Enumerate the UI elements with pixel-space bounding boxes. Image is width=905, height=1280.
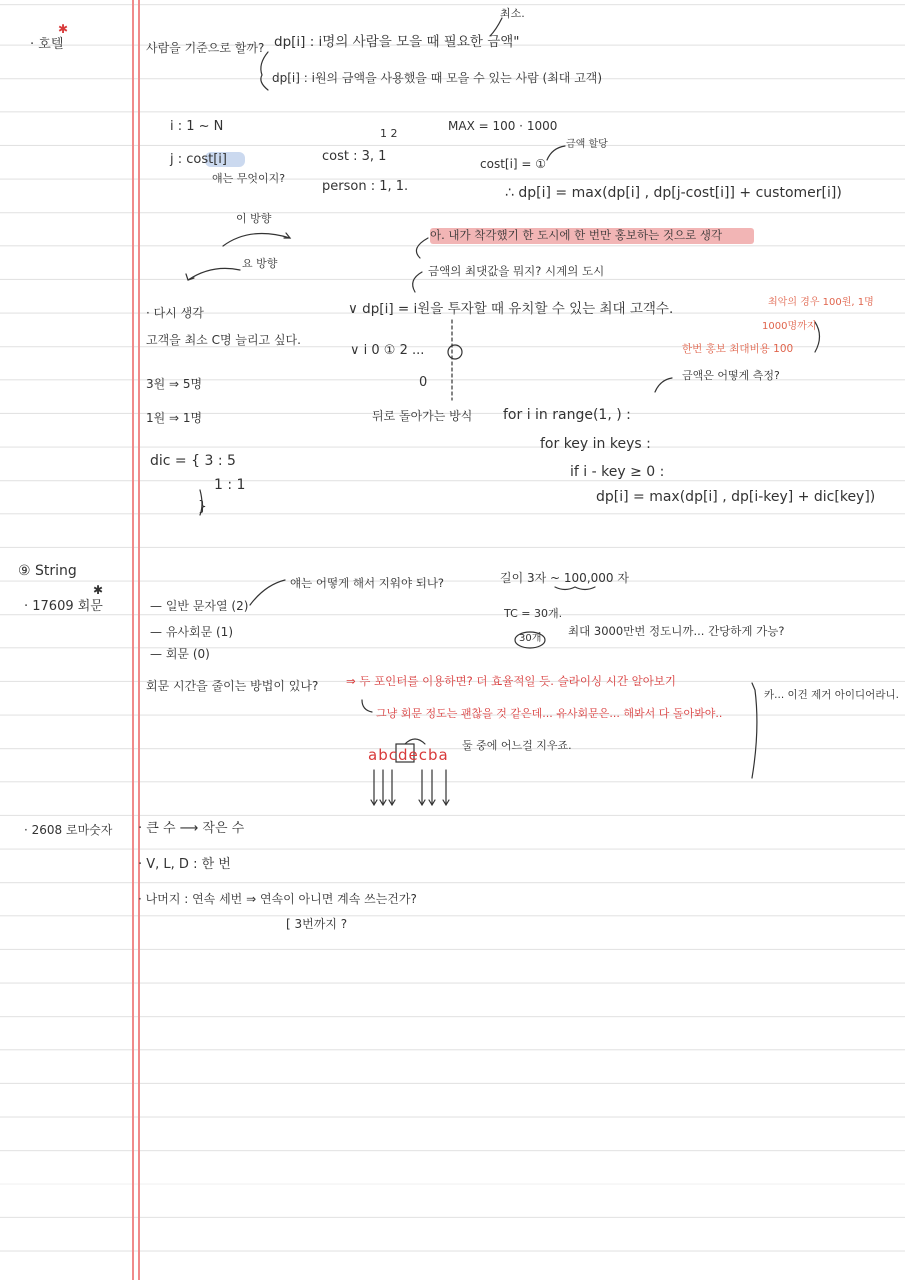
i-range: i : 1 ~ N — [170, 119, 224, 134]
type-palindrome: — 회문 (0) — [150, 647, 210, 661]
worst-tag: 30개 — [519, 633, 542, 644]
reduce-question: 회문 시간을 줄이는 방법이 있나? — [146, 679, 319, 693]
roman-rule-3: · 나머지 : 연속 세번 ⇒ 연속이 아니면 계속 쓰는건가? — [138, 892, 417, 906]
dir-this: 이 방향 — [236, 212, 272, 225]
note-max-cost: 한번 홍보 최대비용 100 — [682, 343, 794, 355]
dp-row-i: ∨ i 0 ① 2 ... — [350, 343, 425, 358]
code-line-3: if i - key ≥ 0 : — [570, 464, 665, 480]
cost-i: cost[i] = ① — [480, 157, 547, 171]
rethink-label: · 다시 생각 — [146, 306, 204, 320]
dp-definition-1: dp[i] : i명의 사람을 모을 때 필요한 금액" — [274, 34, 520, 50]
cost-index: 1 2 — [380, 127, 398, 140]
back-method: 뒤로 돌아가는 방식 — [372, 409, 473, 423]
roman-rule-1: · 큰 수 ⟶ 작은 수 — [138, 821, 245, 836]
section-title-string: ⑨ String — [18, 563, 77, 579]
money-question: 금액의 최댓값을 뭐지? 시계의 도시 — [428, 264, 605, 278]
code-line-1: for i in range(1, ) : — [503, 407, 631, 423]
note-1000: 1000명까지 — [762, 321, 817, 332]
section-label-17609: · 17609 회문 — [24, 599, 103, 614]
dic-line-2: 1 : 1 — [214, 477, 246, 493]
circle-one — [448, 345, 462, 359]
note-worst-case: 최악의 경우 100원, 1명 — [768, 297, 874, 308]
how-delete: 얘는 어떻게 해서 지워야 되나? — [290, 576, 445, 590]
j-line: j : cost[i] — [170, 152, 227, 167]
arrow-how-delete — [250, 580, 285, 605]
code-line-4: dp[i] = max(dp[i] , dp[i-key] + dic[key]) — [596, 489, 876, 505]
cost-values: cost : 3, 1 — [322, 149, 387, 164]
roman-rule-4: [ 3번까지 ? — [286, 917, 348, 931]
star-icon: ✱ — [58, 22, 69, 36]
dic-line-1: dic = { 3 : 5 — [150, 453, 236, 469]
arrow-this-dir — [223, 234, 290, 247]
arrow-realize — [416, 238, 428, 258]
arrows-down — [371, 770, 449, 805]
arrow-guess — [362, 700, 372, 712]
dp-formula: ∴ dp[i] = max(dp[i] , dp[j-cost[i]] + customer[i]) — [505, 185, 842, 201]
intro-question: 사람을 기준으로 할까? — [146, 41, 265, 55]
type-pseudo: — 유사회문 (1) — [150, 625, 233, 639]
delete-which: 둘 중에 어느걸 지우죠. — [462, 739, 572, 752]
person-values: person : 1, 1. — [322, 179, 409, 194]
j-question: 얘는 무엇이지? — [212, 172, 286, 185]
side-comment: 카... 이건 제거 아이디어라니. — [764, 689, 899, 701]
brace-left — [261, 52, 268, 90]
bracket-side — [752, 683, 757, 778]
cost-note: 금액 할당 — [566, 139, 608, 150]
section-label-hotel: · 호텔 — [30, 37, 64, 52]
type-general: — 일반 문자열 (2) — [150, 599, 249, 613]
example-1won: 1원 ⇒ 1명 — [146, 411, 203, 425]
tc-count: TC = 30개. — [504, 607, 563, 620]
dp-definition-2: dp[i] : i원의 금액을 사용했을 때 모을 수 있는 사람 (최대 고객) — [272, 71, 603, 85]
example-3won: 3원 ⇒ 5명 — [146, 377, 203, 391]
arrow-that-dir — [188, 268, 240, 280]
arrow-how — [655, 378, 672, 392]
star-icon: ✱ — [93, 583, 104, 597]
realize-note: 아. 내가 착각했기 한 도시에 한 번만 홍보하는 것으로 생각 — [430, 228, 723, 242]
roman-rule-2: · V, L, D : 한 번 — [138, 857, 231, 872]
guess-note: 그냥 회문 정도는 괜찮을 것 같은데... 유사회문은... 해봐서 다 돌아봐야.. — [376, 707, 723, 720]
arrow-cost-note — [547, 146, 565, 160]
how-measure: 금액은 어떻게 측정? — [682, 369, 780, 382]
two-pointer-idea: ⇒ 두 포인터를 이용하면? 더 효율적일 듯. 슬라이싱 시간 알아보기 — [346, 674, 677, 688]
dp-definition-3: ∨ dp[i] = i원을 투자할 때 유치할 수 있는 최대 고객수. — [348, 301, 674, 317]
dp-note-min: 최소. — [500, 7, 525, 20]
arrow-money — [413, 272, 422, 292]
length-range: 길이 3자 ~ 100,000 자 — [500, 571, 629, 585]
code-line-2: for key in keys : — [540, 436, 651, 452]
section-label-2608: · 2608 로마숫자 — [24, 823, 113, 837]
worst-estimate: 최대 3000만번 정도니까... 간당하게 가능? — [568, 624, 785, 638]
dir-that: 요 방향 — [242, 257, 278, 270]
dp-row-zero: 0 — [419, 375, 428, 390]
dic-line-3: } — [198, 499, 207, 515]
goal-line: 고객을 최소 C명 늘리고 싶다. — [146, 333, 301, 347]
palindrome-example: abcdecba — [368, 746, 449, 764]
max-value: MAX = 100 · 1000 — [448, 119, 558, 133]
squiggle — [555, 587, 595, 590]
